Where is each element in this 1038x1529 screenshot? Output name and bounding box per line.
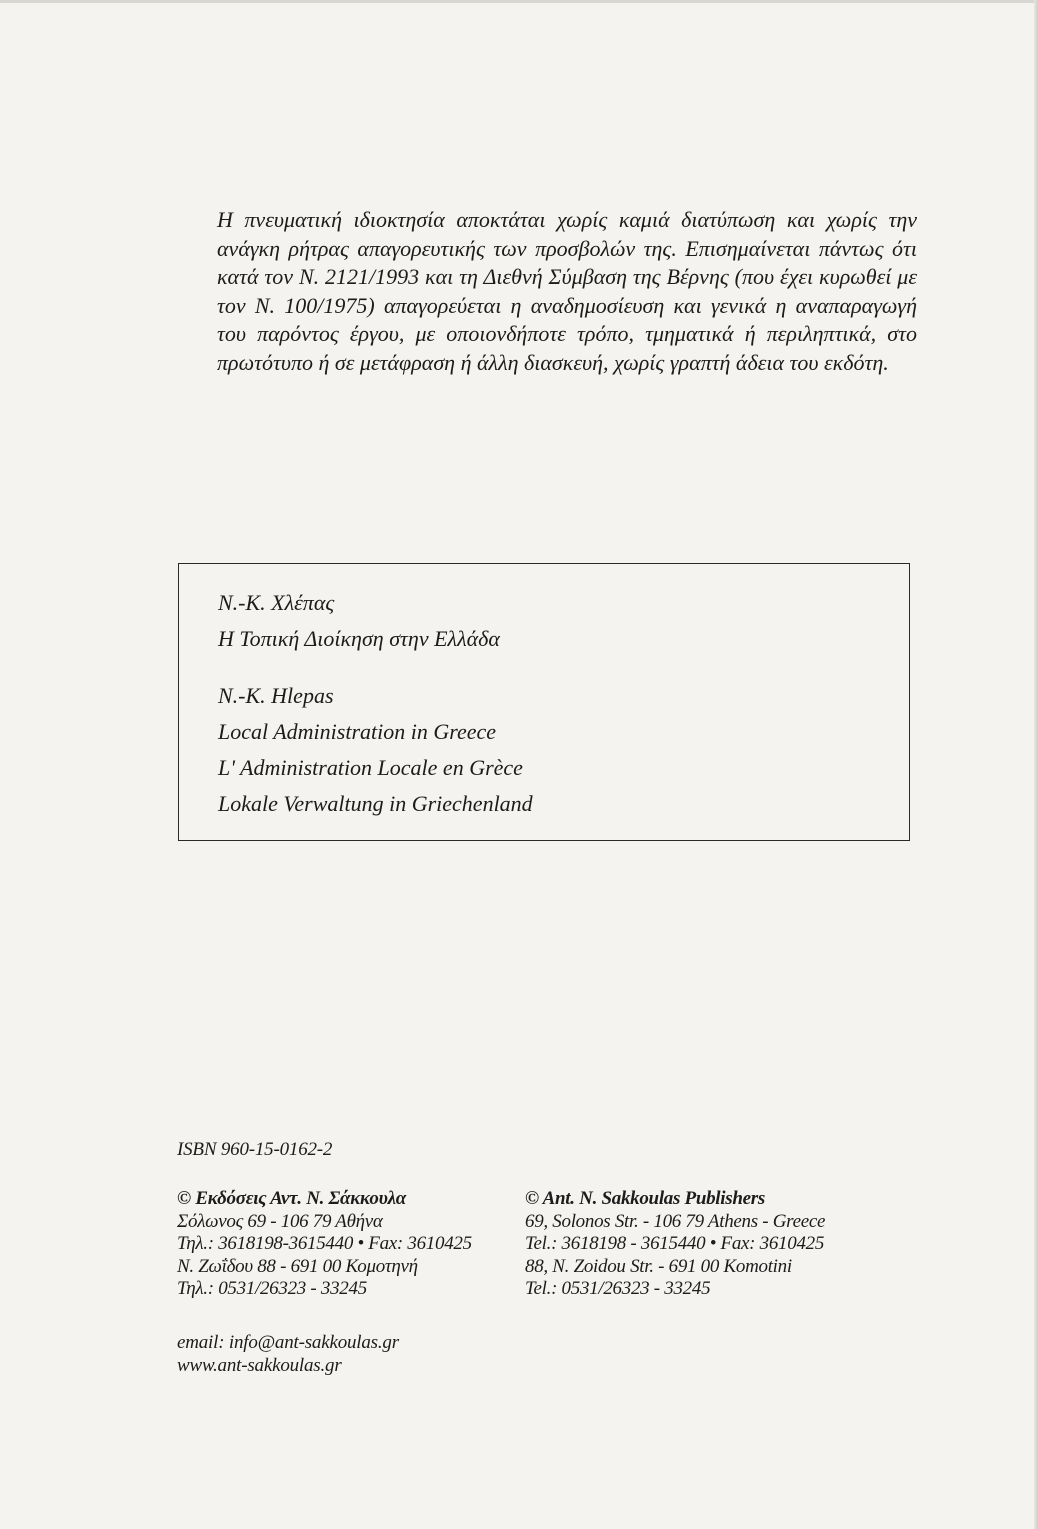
author-latin: N.-K. Hlepas [218, 683, 334, 708]
title-german: Lokale Verwaltung in Griechenland [218, 791, 533, 816]
publisher-phone-komotini-en: Tel.: 0531/26323 - 33245 [525, 1278, 711, 1299]
titles-list [218, 585, 533, 822]
title-french: L' Administration Locale en Grèce [218, 755, 523, 780]
email-address: email: info@ant-sakkoulas.gr [177, 1332, 399, 1353]
publisher-address-komotini-en: 88, N. Zoidou Str. - 691 00 Komotini [525, 1255, 792, 1277]
contacts [177, 1332, 399, 1377]
title-greek: Η Τοπική Διοίκηση στην Ελλάδα [218, 626, 500, 651]
publisher-name-greek: © Εκδόσεις Αντ. Ν. Σάκκουλα [177, 1188, 406, 1209]
publisher-greek [177, 1188, 537, 1301]
page-edge [0, 0, 1038, 3]
page-edge-shadow [1034, 0, 1038, 1529]
publisher-phone-athens: Τηλ.: 3618198-3615440 • Fax: 3610425 [177, 1233, 472, 1254]
publisher-name-english: © Ant. N. Sakkoulas Publishers [525, 1188, 765, 1209]
publisher-address-komotini: Ν. Ζωΐδου 88 - 691 00 Κομοτηνή [177, 1255, 418, 1277]
publisher-address-athens: Σόλωνος 69 - 106 79 Αθήνα [177, 1210, 383, 1232]
titles-box [178, 563, 910, 841]
publisher-phone-komotini: Τηλ.: 0531/26323 - 33245 [177, 1278, 367, 1299]
isbn: ISBN 960-15-0162-2 [177, 1139, 333, 1160]
title-english: Local Administration in Greece [218, 719, 497, 744]
publisher-english [525, 1188, 885, 1301]
publisher-phone-athens-en: Tel.: 3618198 - 3615440 • Fax: 3610425 [525, 1233, 825, 1254]
website-url: www.ant-sakkoulas.gr [177, 1354, 342, 1376]
copyright-notice: Η πνευματική ιδιοκτησία αποκτάται χωρίς καμιά διατύπωση και χωρίς την ανάγκη ρήτρας απαγορευτικής των προσβολών της. Επισημαίνεται πάντως ότι κατά τον Ν. 2121/1993 και τη Διεθνή Σύμβαση της Βέρνης (που έχει κυρωθεί με τον Ν. 100/1975) απαγορεύεται η αναδημοσίευση και γενικά η αναπαραγωγή του παρόντος έργου, με οποιονδήποτε τρόπο, τμηματικά ή περιληπτικά, στο πρωτότυπο ή σε μετάφραση ή άλλη διασκευή, χωρίς γραπτή άδεια του εκδότη. [217, 207, 917, 375]
author-greek: N.-K. Χλέπας [218, 590, 335, 615]
publisher-address-athens-en: 69, Solonos Str. - 106 79 Athens - Greece [525, 1210, 826, 1232]
